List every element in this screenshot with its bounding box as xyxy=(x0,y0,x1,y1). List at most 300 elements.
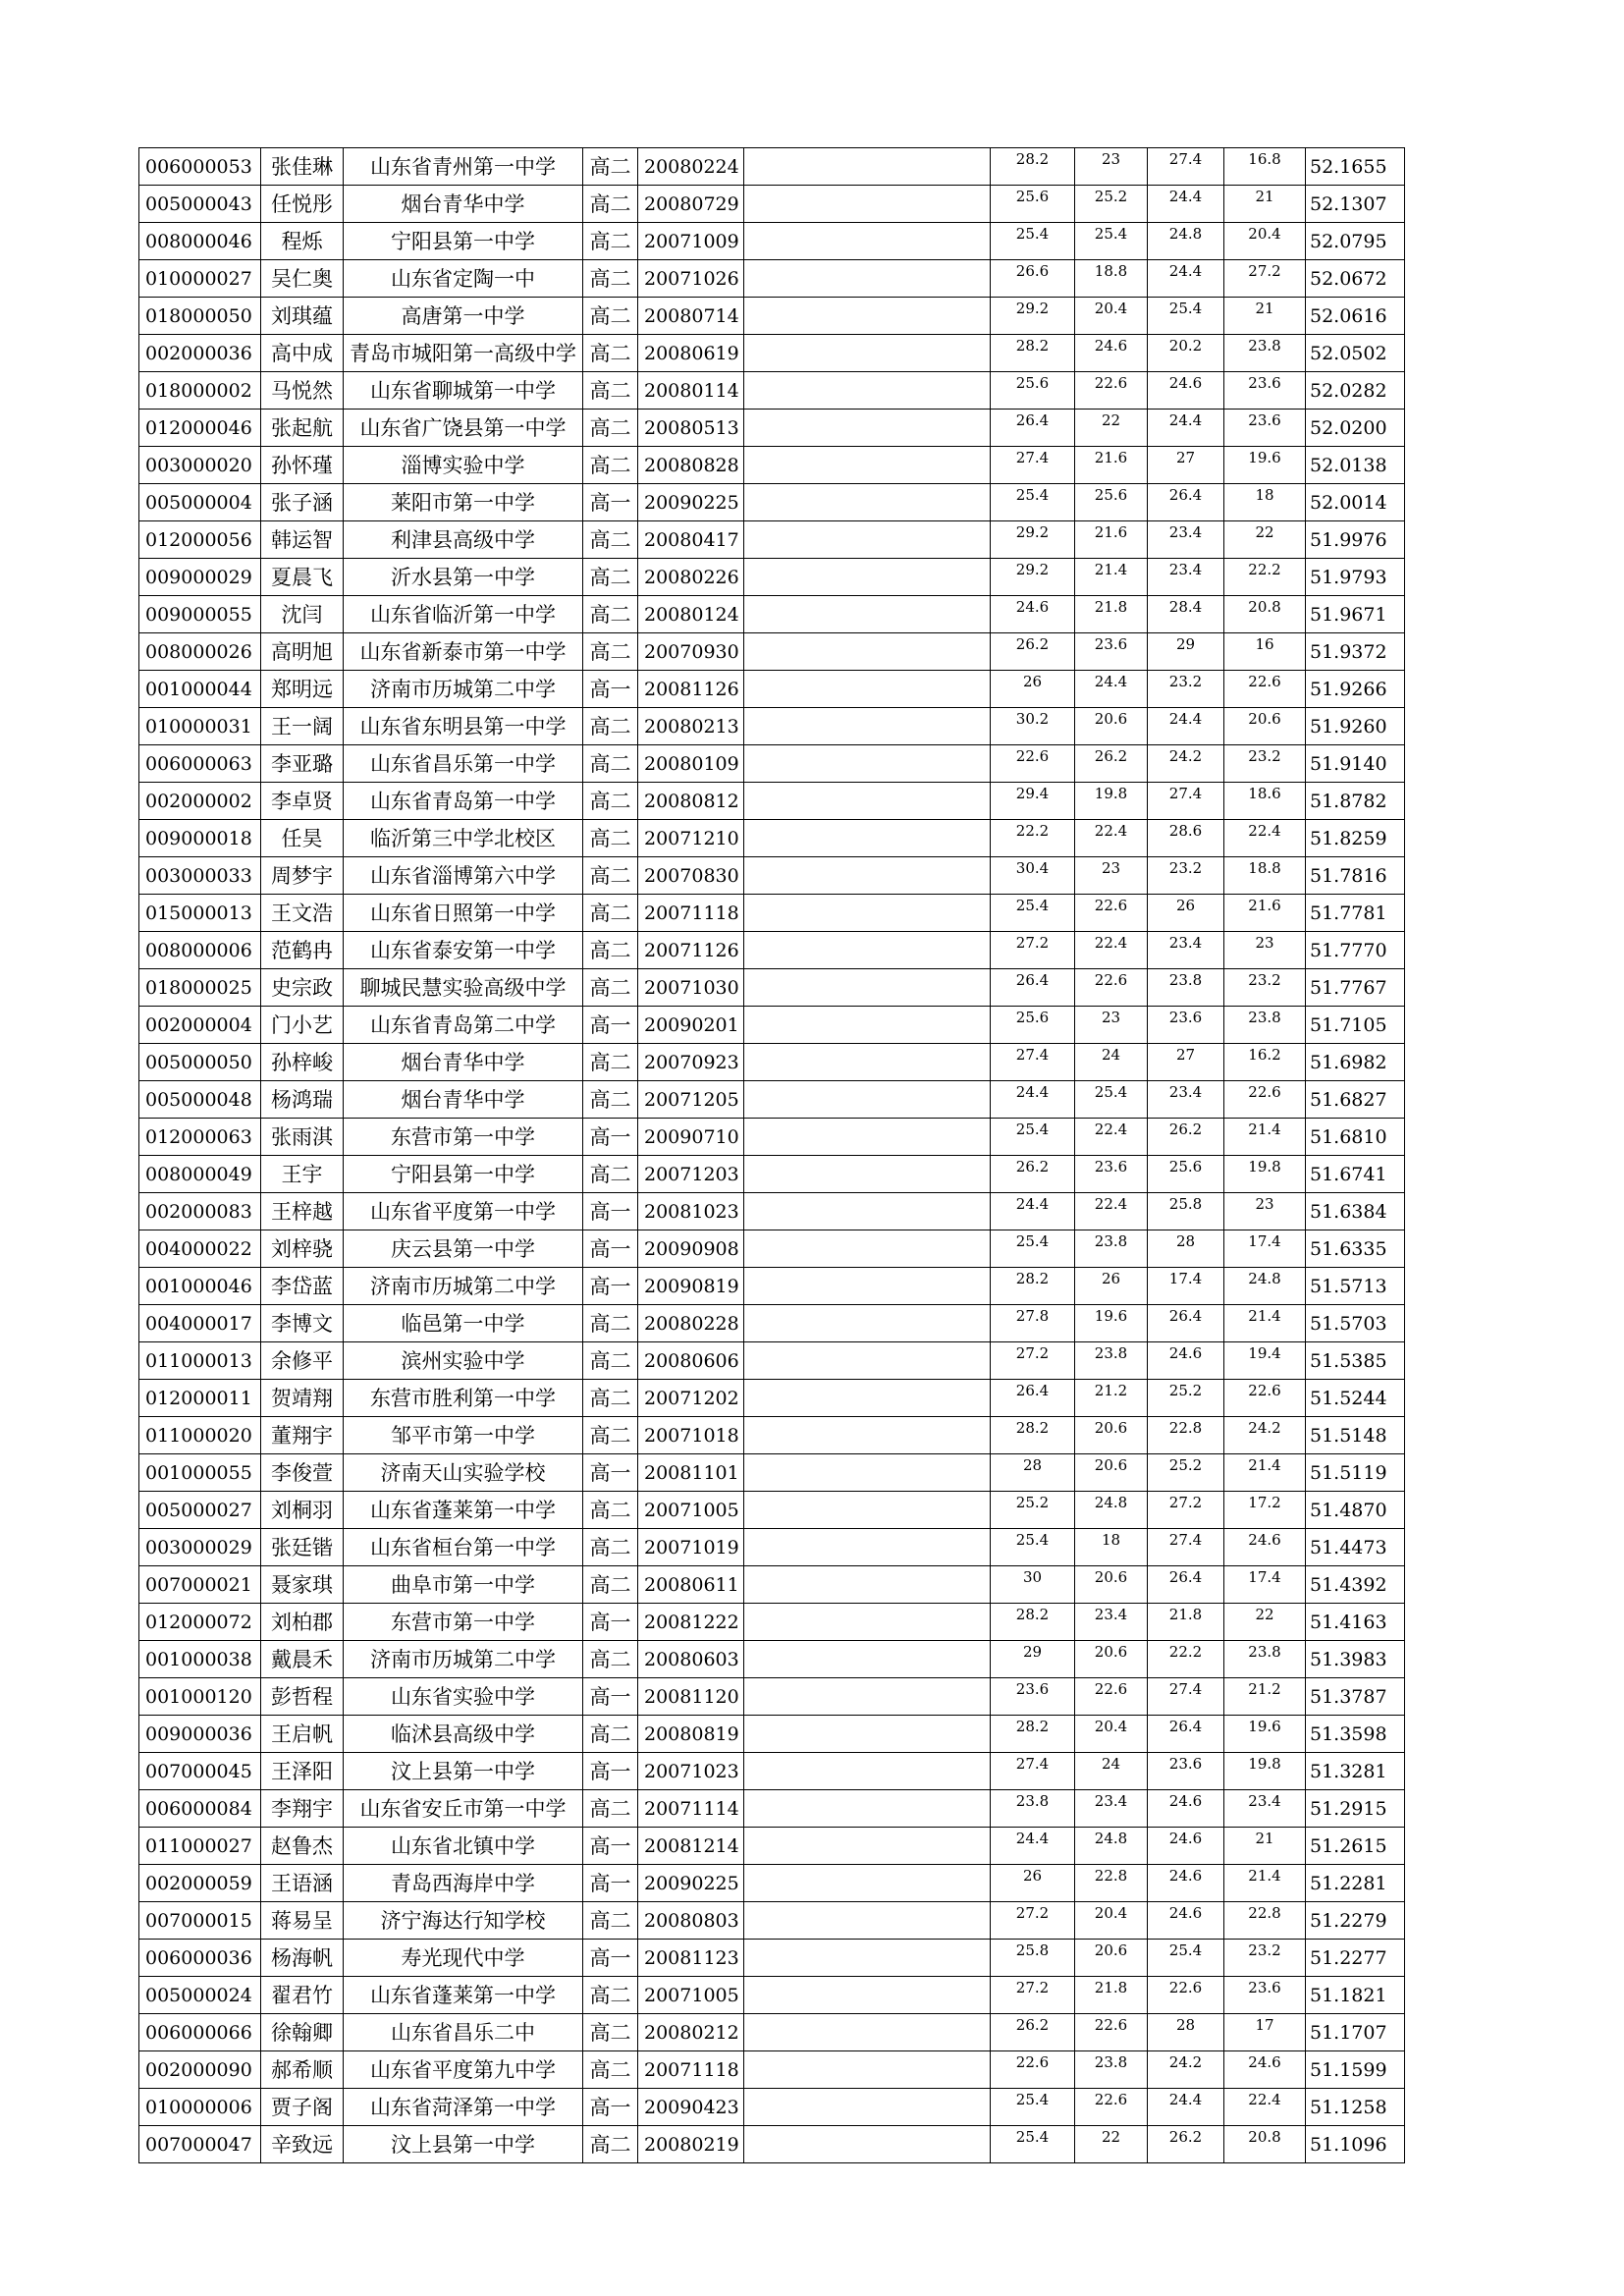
score-2-cell: 22 xyxy=(1075,410,1148,447)
score-4-cell: 23.2 xyxy=(1224,969,1306,1007)
candidate-id-cell: 018000050 xyxy=(139,298,261,335)
blank-cell xyxy=(744,596,991,633)
score-4-cell: 21.4 xyxy=(1224,1865,1306,1902)
table-row xyxy=(139,1753,1405,1790)
school-name-cell: 宁阳县第一中学 xyxy=(344,1156,583,1193)
grade-level-cell: 高二 xyxy=(583,1641,638,1678)
table-body xyxy=(139,148,1405,2163)
score-4-cell: 24.8 xyxy=(1224,1268,1306,1305)
score-2-cell: 23.8 xyxy=(1075,2051,1148,2089)
student-name-cell: 任昊 xyxy=(261,820,344,857)
score-3-cell: 23.4 xyxy=(1148,1081,1224,1119)
score-4-cell: 18 xyxy=(1224,484,1306,521)
birth-date-cell: 20071019 xyxy=(638,1529,744,1566)
total-score-cell: 51.6982 xyxy=(1306,1044,1405,1081)
score-4-cell: 22 xyxy=(1224,1604,1306,1641)
score-4-cell: 20.6 xyxy=(1224,708,1306,745)
score-2-cell: 23 xyxy=(1075,148,1148,186)
blank-cell xyxy=(744,1081,991,1119)
grade-level-cell: 高一 xyxy=(583,1753,638,1790)
grade-level-cell: 高一 xyxy=(583,1678,638,1716)
score-1-cell: 26.2 xyxy=(991,2014,1075,2051)
blank-cell xyxy=(744,1790,991,1828)
grade-level-cell: 高二 xyxy=(583,260,638,298)
blank-cell xyxy=(744,1529,991,1566)
student-name-cell: 郝希顺 xyxy=(261,2051,344,2089)
candidate-id-cell: 006000084 xyxy=(139,1790,261,1828)
school-name-cell: 莱阳市第一中学 xyxy=(344,484,583,521)
candidate-id-cell: 001000120 xyxy=(139,1678,261,1716)
score-3-cell: 27 xyxy=(1148,1044,1224,1081)
score-4-cell: 19.6 xyxy=(1224,447,1306,484)
birth-date-cell: 20081120 xyxy=(638,1678,744,1716)
student-name-cell: 杨鸿瑞 xyxy=(261,1081,344,1119)
candidate-id-cell: 006000036 xyxy=(139,1940,261,1977)
blank-cell xyxy=(744,1230,991,1268)
score-3-cell: 24.6 xyxy=(1148,1342,1224,1380)
student-name-cell: 蒋易呈 xyxy=(261,1902,344,1940)
student-name-cell: 徐翰卿 xyxy=(261,2014,344,2051)
score-1-cell: 29.2 xyxy=(991,298,1075,335)
table-row xyxy=(139,186,1405,223)
school-name-cell: 利津县高级中学 xyxy=(344,521,583,559)
score-1-cell: 30.4 xyxy=(991,857,1075,895)
total-score-cell: 51.7767 xyxy=(1306,969,1405,1007)
grade-level-cell: 高二 xyxy=(583,596,638,633)
table-row xyxy=(139,1119,1405,1156)
total-score-cell: 51.9266 xyxy=(1306,671,1405,708)
grade-level-cell: 高二 xyxy=(583,932,638,969)
candidate-id-cell: 005000050 xyxy=(139,1044,261,1081)
school-name-cell: 山东省昌乐二中 xyxy=(344,2014,583,2051)
score-1-cell: 22.2 xyxy=(991,820,1075,857)
table-row xyxy=(139,1230,1405,1268)
candidate-id-cell: 004000022 xyxy=(139,1230,261,1268)
student-name-cell: 张雨淇 xyxy=(261,1119,344,1156)
score-1-cell: 22.6 xyxy=(991,2051,1075,2089)
school-name-cell: 山东省东明县第一中学 xyxy=(344,708,583,745)
blank-cell xyxy=(744,521,991,559)
blank-cell xyxy=(744,1007,991,1044)
grade-level-cell: 高二 xyxy=(583,745,638,783)
grade-level-cell: 高一 xyxy=(583,1604,638,1641)
score-3-cell: 22.6 xyxy=(1148,1977,1224,2014)
candidate-id-cell: 008000046 xyxy=(139,223,261,260)
school-name-cell: 山东省昌乐第一中学 xyxy=(344,745,583,783)
score-2-cell: 20.6 xyxy=(1075,1454,1148,1492)
score-1-cell: 26.6 xyxy=(991,260,1075,298)
candidate-id-cell: 007000015 xyxy=(139,1902,261,1940)
student-name-cell: 门小艺 xyxy=(261,1007,344,1044)
total-score-cell: 52.0795 xyxy=(1306,223,1405,260)
score-2-cell: 20.6 xyxy=(1075,1566,1148,1604)
grade-level-cell: 高二 xyxy=(583,969,638,1007)
birth-date-cell: 20071203 xyxy=(638,1156,744,1193)
score-4-cell: 20.8 xyxy=(1224,2126,1306,2163)
birth-date-cell: 20090225 xyxy=(638,1865,744,1902)
score-1-cell: 25.4 xyxy=(991,2089,1075,2126)
table-row xyxy=(139,1417,1405,1454)
score-1-cell: 25.4 xyxy=(991,1119,1075,1156)
score-4-cell: 23.6 xyxy=(1224,1977,1306,2014)
school-name-cell: 东营市胜利第一中学 xyxy=(344,1380,583,1417)
score-3-cell: 23.6 xyxy=(1148,1007,1224,1044)
table-row xyxy=(139,559,1405,596)
score-2-cell: 18.8 xyxy=(1075,260,1148,298)
total-score-cell: 51.6827 xyxy=(1306,1081,1405,1119)
school-name-cell: 烟台青华中学 xyxy=(344,1081,583,1119)
score-1-cell: 28.2 xyxy=(991,1417,1075,1454)
score-3-cell: 26 xyxy=(1148,895,1224,932)
score-2-cell: 24.8 xyxy=(1075,1828,1148,1865)
birth-date-cell: 20071210 xyxy=(638,820,744,857)
student-name-cell: 高中成 xyxy=(261,335,344,372)
table-row xyxy=(139,783,1405,820)
student-name-cell: 张廷锴 xyxy=(261,1529,344,1566)
grade-level-cell: 高一 xyxy=(583,1865,638,1902)
total-score-cell: 51.4392 xyxy=(1306,1566,1405,1604)
score-1-cell: 25.4 xyxy=(991,2126,1075,2163)
table-row xyxy=(139,745,1405,783)
student-name-cell: 李博文 xyxy=(261,1305,344,1342)
student-name-cell: 李俊萱 xyxy=(261,1454,344,1492)
score-2-cell: 24.8 xyxy=(1075,1492,1148,1529)
school-name-cell: 曲阜市第一中学 xyxy=(344,1566,583,1604)
score-1-cell: 26.4 xyxy=(991,969,1075,1007)
school-name-cell: 山东省定陶一中 xyxy=(344,260,583,298)
school-name-cell: 汶上县第一中学 xyxy=(344,2126,583,2163)
score-2-cell: 25.4 xyxy=(1075,223,1148,260)
blank-cell xyxy=(744,820,991,857)
table-row xyxy=(139,484,1405,521)
candidate-id-cell: 002000090 xyxy=(139,2051,261,2089)
birth-date-cell: 20080124 xyxy=(638,596,744,633)
candidate-id-cell: 002000036 xyxy=(139,335,261,372)
school-name-cell: 聊城民慧实验高级中学 xyxy=(344,969,583,1007)
total-score-cell: 51.8782 xyxy=(1306,783,1405,820)
birth-date-cell: 20080619 xyxy=(638,335,744,372)
candidate-id-cell: 011000013 xyxy=(139,1342,261,1380)
total-score-cell: 51.7770 xyxy=(1306,932,1405,969)
table-row xyxy=(139,1902,1405,1940)
school-name-cell: 青岛市城阳第一高级中学 xyxy=(344,335,583,372)
total-score-cell: 52.0616 xyxy=(1306,298,1405,335)
score-2-cell: 20.4 xyxy=(1075,1902,1148,1940)
total-score-cell: 51.2915 xyxy=(1306,1790,1405,1828)
grade-level-cell: 高二 xyxy=(583,1902,638,1940)
candidate-id-cell: 005000027 xyxy=(139,1492,261,1529)
score-2-cell: 25.2 xyxy=(1075,186,1148,223)
score-2-cell: 19.8 xyxy=(1075,783,1148,820)
grade-level-cell: 高二 xyxy=(583,1081,638,1119)
total-score-cell: 51.2281 xyxy=(1306,1865,1405,1902)
score-4-cell: 21.4 xyxy=(1224,1305,1306,1342)
school-name-cell: 淄博实验中学 xyxy=(344,447,583,484)
total-score-cell: 52.0672 xyxy=(1306,260,1405,298)
table-row xyxy=(139,1865,1405,1902)
school-name-cell: 邹平市第一中学 xyxy=(344,1417,583,1454)
score-1-cell: 27.4 xyxy=(991,1753,1075,1790)
school-name-cell: 山东省平度第九中学 xyxy=(344,2051,583,2089)
score-2-cell: 23 xyxy=(1075,1007,1148,1044)
score-4-cell: 21.4 xyxy=(1224,1119,1306,1156)
blank-cell xyxy=(744,671,991,708)
school-name-cell: 山东省蓬莱第一中学 xyxy=(344,1492,583,1529)
blank-cell xyxy=(744,1268,991,1305)
score-3-cell: 27.4 xyxy=(1148,148,1224,186)
grade-level-cell: 高二 xyxy=(583,820,638,857)
candidate-id-cell: 007000045 xyxy=(139,1753,261,1790)
candidate-id-cell: 002000002 xyxy=(139,783,261,820)
grade-level-cell: 高二 xyxy=(583,559,638,596)
score-3-cell: 26.4 xyxy=(1148,1566,1224,1604)
student-name-cell: 王一阔 xyxy=(261,708,344,745)
birth-date-cell: 20081126 xyxy=(638,671,744,708)
score-4-cell: 23.6 xyxy=(1224,410,1306,447)
score-2-cell: 22.6 xyxy=(1075,372,1148,410)
total-score-cell: 51.4870 xyxy=(1306,1492,1405,1529)
total-score-cell: 51.5385 xyxy=(1306,1342,1405,1380)
score-3-cell: 28.6 xyxy=(1148,820,1224,857)
grade-level-cell: 高一 xyxy=(583,2089,638,2126)
score-4-cell: 22.6 xyxy=(1224,671,1306,708)
school-name-cell: 高唐第一中学 xyxy=(344,298,583,335)
score-4-cell: 24.6 xyxy=(1224,2051,1306,2089)
blank-cell xyxy=(744,2014,991,2051)
score-4-cell: 22.4 xyxy=(1224,2089,1306,2126)
grade-level-cell: 高二 xyxy=(583,1417,638,1454)
score-2-cell: 20.6 xyxy=(1075,1641,1148,1678)
grade-level-cell: 高二 xyxy=(583,895,638,932)
score-2-cell: 22.6 xyxy=(1075,2089,1148,2126)
student-name-cell: 杨海帆 xyxy=(261,1940,344,1977)
table-row xyxy=(139,1380,1405,1417)
score-2-cell: 20.4 xyxy=(1075,1716,1148,1753)
candidate-id-cell: 009000018 xyxy=(139,820,261,857)
blank-cell xyxy=(744,1828,991,1865)
blank-cell xyxy=(744,1753,991,1790)
student-name-cell: 张起航 xyxy=(261,410,344,447)
school-name-cell: 烟台青华中学 xyxy=(344,186,583,223)
birth-date-cell: 20080611 xyxy=(638,1566,744,1604)
birth-date-cell: 20071030 xyxy=(638,969,744,1007)
birth-date-cell: 20080109 xyxy=(638,745,744,783)
school-name-cell: 山东省桓台第一中学 xyxy=(344,1529,583,1566)
score-4-cell: 19.4 xyxy=(1224,1342,1306,1380)
grade-level-cell: 高一 xyxy=(583,1119,638,1156)
total-score-cell: 51.2277 xyxy=(1306,1940,1405,1977)
blank-cell xyxy=(744,1119,991,1156)
blank-cell xyxy=(744,484,991,521)
grade-level-cell: 高二 xyxy=(583,633,638,671)
blank-cell xyxy=(744,186,991,223)
student-name-cell: 王宇 xyxy=(261,1156,344,1193)
score-3-cell: 28 xyxy=(1148,1230,1224,1268)
school-name-cell: 济南市历城第二中学 xyxy=(344,1641,583,1678)
score-4-cell: 17 xyxy=(1224,2014,1306,2051)
total-score-cell: 51.2615 xyxy=(1306,1828,1405,1865)
table-row xyxy=(139,1044,1405,1081)
school-name-cell: 临沂第三中学北校区 xyxy=(344,820,583,857)
student-name-cell: 周梦宇 xyxy=(261,857,344,895)
total-score-cell: 51.5713 xyxy=(1306,1268,1405,1305)
candidate-id-cell: 005000048 xyxy=(139,1081,261,1119)
score-2-cell: 23.8 xyxy=(1075,1230,1148,1268)
score-1-cell: 27.8 xyxy=(991,1305,1075,1342)
score-4-cell: 18.6 xyxy=(1224,783,1306,820)
blank-cell xyxy=(744,1454,991,1492)
table-row xyxy=(139,148,1405,186)
grade-level-cell: 高一 xyxy=(583,1230,638,1268)
student-name-cell: 王梓越 xyxy=(261,1193,344,1230)
grade-level-cell: 高二 xyxy=(583,783,638,820)
birth-date-cell: 20080228 xyxy=(638,1305,744,1342)
total-score-cell: 51.4473 xyxy=(1306,1529,1405,1566)
score-2-cell: 20.6 xyxy=(1075,708,1148,745)
blank-cell xyxy=(744,1044,991,1081)
total-score-cell: 51.3787 xyxy=(1306,1678,1405,1716)
score-4-cell: 22.2 xyxy=(1224,559,1306,596)
birth-date-cell: 20081123 xyxy=(638,1940,744,1977)
score-2-cell: 22.4 xyxy=(1075,1193,1148,1230)
score-1-cell: 27.2 xyxy=(991,1977,1075,2014)
candidate-id-cell: 005000004 xyxy=(139,484,261,521)
grade-level-cell: 高一 xyxy=(583,1454,638,1492)
table-row xyxy=(139,260,1405,298)
school-name-cell: 山东省临沂第一中学 xyxy=(344,596,583,633)
grade-level-cell: 高二 xyxy=(583,1566,638,1604)
score-1-cell: 26.4 xyxy=(991,410,1075,447)
grade-level-cell: 高二 xyxy=(583,1529,638,1566)
table-row xyxy=(139,298,1405,335)
grade-level-cell: 高二 xyxy=(583,1342,638,1380)
total-score-cell: 51.1599 xyxy=(1306,2051,1405,2089)
candidate-id-cell: 015000013 xyxy=(139,895,261,932)
score-3-cell: 25.2 xyxy=(1148,1380,1224,1417)
candidate-id-cell: 001000038 xyxy=(139,1641,261,1678)
student-name-cell: 马悦然 xyxy=(261,372,344,410)
table-row xyxy=(139,1678,1405,1716)
score-2-cell: 24 xyxy=(1075,1753,1148,1790)
birth-date-cell: 20080219 xyxy=(638,2126,744,2163)
total-score-cell: 51.7781 xyxy=(1306,895,1405,932)
blank-cell xyxy=(744,633,991,671)
table-row xyxy=(139,1156,1405,1193)
birth-date-cell: 20080226 xyxy=(638,559,744,596)
score-1-cell: 25.8 xyxy=(991,1940,1075,1977)
grade-level-cell: 高二 xyxy=(583,148,638,186)
candidate-id-cell: 008000049 xyxy=(139,1156,261,1193)
school-name-cell: 沂水县第一中学 xyxy=(344,559,583,596)
blank-cell xyxy=(744,1865,991,1902)
score-1-cell: 26.2 xyxy=(991,633,1075,671)
score-3-cell: 20.2 xyxy=(1148,335,1224,372)
grade-level-cell: 高一 xyxy=(583,484,638,521)
score-4-cell: 23 xyxy=(1224,1193,1306,1230)
score-3-cell: 22.8 xyxy=(1148,1417,1224,1454)
table-row xyxy=(139,633,1405,671)
score-1-cell: 29.4 xyxy=(991,783,1075,820)
score-1-cell: 25.6 xyxy=(991,1007,1075,1044)
score-3-cell: 26.4 xyxy=(1148,1305,1224,1342)
score-1-cell: 26 xyxy=(991,1865,1075,1902)
school-name-cell: 山东省菏泽第一中学 xyxy=(344,2089,583,2126)
table-row xyxy=(139,1342,1405,1380)
table-row xyxy=(139,1305,1405,1342)
birth-date-cell: 20080828 xyxy=(638,447,744,484)
score-1-cell: 27.4 xyxy=(991,1044,1075,1081)
blank-cell xyxy=(744,1940,991,1977)
score-3-cell: 26.2 xyxy=(1148,2126,1224,2163)
birth-date-cell: 20071005 xyxy=(638,1977,744,2014)
score-4-cell: 23.2 xyxy=(1224,745,1306,783)
total-score-cell: 51.5244 xyxy=(1306,1380,1405,1417)
candidate-id-cell: 012000063 xyxy=(139,1119,261,1156)
score-3-cell: 27.4 xyxy=(1148,783,1224,820)
score-1-cell: 28.2 xyxy=(991,335,1075,372)
score-4-cell: 16.2 xyxy=(1224,1044,1306,1081)
candidate-id-cell: 012000056 xyxy=(139,521,261,559)
birth-date-cell: 20081214 xyxy=(638,1828,744,1865)
score-3-cell: 24.4 xyxy=(1148,410,1224,447)
blank-cell xyxy=(744,1492,991,1529)
student-name-cell: 戴晨禾 xyxy=(261,1641,344,1678)
score-3-cell: 26.4 xyxy=(1148,1716,1224,1753)
score-table xyxy=(138,147,1405,2163)
score-3-cell: 26.4 xyxy=(1148,484,1224,521)
candidate-id-cell: 003000033 xyxy=(139,857,261,895)
table-row xyxy=(139,2014,1405,2051)
birth-date-cell: 20071118 xyxy=(638,895,744,932)
blank-cell xyxy=(744,1716,991,1753)
score-4-cell: 21.6 xyxy=(1224,895,1306,932)
candidate-id-cell: 005000024 xyxy=(139,1977,261,2014)
candidate-id-cell: 003000029 xyxy=(139,1529,261,1566)
score-3-cell: 27.2 xyxy=(1148,1492,1224,1529)
table-row xyxy=(139,410,1405,447)
blank-cell xyxy=(744,1566,991,1604)
birth-date-cell: 20081222 xyxy=(638,1604,744,1641)
total-score-cell: 51.3281 xyxy=(1306,1753,1405,1790)
score-1-cell: 27.2 xyxy=(991,1902,1075,1940)
candidate-id-cell: 010000027 xyxy=(139,260,261,298)
student-name-cell: 李卓贤 xyxy=(261,783,344,820)
candidate-id-cell: 011000027 xyxy=(139,1828,261,1865)
school-name-cell: 临沭县高级中学 xyxy=(344,1716,583,1753)
blank-cell xyxy=(744,1193,991,1230)
birth-date-cell: 20080513 xyxy=(638,410,744,447)
score-4-cell: 23.6 xyxy=(1224,372,1306,410)
score-1-cell: 25.4 xyxy=(991,223,1075,260)
blank-cell xyxy=(744,148,991,186)
score-4-cell: 21.2 xyxy=(1224,1678,1306,1716)
birth-date-cell: 20080812 xyxy=(638,783,744,820)
student-name-cell: 王泽阳 xyxy=(261,1753,344,1790)
student-name-cell: 张佳琳 xyxy=(261,148,344,186)
score-4-cell: 22.4 xyxy=(1224,820,1306,857)
grade-level-cell: 高二 xyxy=(583,223,638,260)
grade-level-cell: 高二 xyxy=(583,335,638,372)
grade-level-cell: 高二 xyxy=(583,1305,638,1342)
candidate-id-cell: 001000046 xyxy=(139,1268,261,1305)
score-1-cell: 24.4 xyxy=(991,1828,1075,1865)
score-1-cell: 25.6 xyxy=(991,372,1075,410)
school-name-cell: 山东省安丘市第一中学 xyxy=(344,1790,583,1828)
score-4-cell: 19.6 xyxy=(1224,1716,1306,1753)
birth-date-cell: 20080803 xyxy=(638,1902,744,1940)
score-1-cell: 27.2 xyxy=(991,932,1075,969)
table-row xyxy=(139,1081,1405,1119)
